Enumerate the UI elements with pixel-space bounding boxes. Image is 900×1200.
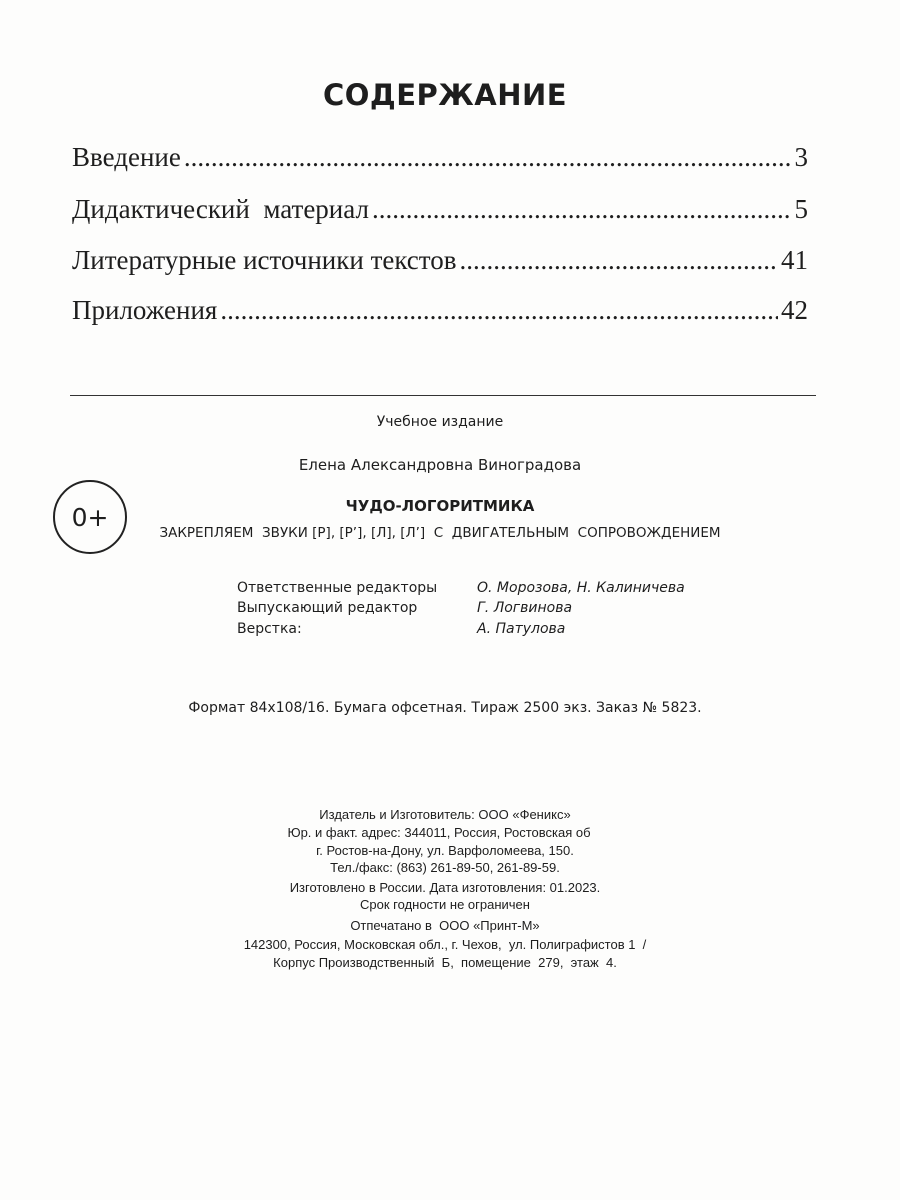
book-title: ЧУДО-ЛОГОРИТМИКА [345, 497, 535, 515]
publisher-line: Изготовлено в России. Дата изготовления: 01.2023. [289, 880, 601, 895]
credit-names: О. Морозова, Н. Калиничева [477, 580, 685, 596]
toc-label: Дидактический материал [72, 194, 369, 224]
toc-page: 42 [781, 295, 808, 325]
dot-leader [459, 245, 778, 276]
toc-label: Введение [72, 142, 181, 172]
toc-item [72, 295, 808, 326]
credit-role: Ответственные редакторы [237, 580, 438, 596]
toc-label: Приложения [72, 295, 218, 325]
publisher-line: Издатель и Изготовитель: ООО «Феникс» [319, 807, 571, 822]
edition-type: Учебное издание [376, 414, 504, 430]
divider [70, 395, 816, 396]
author: Елена Александровна Виноградова [298, 456, 582, 474]
age-rating-badge: 0+ [53, 480, 127, 554]
credit-role: Выпускающий редактор [237, 600, 418, 616]
toc-label: Литературные источники текстов [72, 245, 457, 275]
book-subtitle: ЗАКРЕПЛЯЕМ ЗВУКИ [Р], [Р’], [Л], [Л’] С ДВИГАТЕЛЬНЫМ СОПРОВОЖДЕНИЕМ [159, 525, 721, 541]
publisher-line: Корпус Производственный Б, помещение 279, этаж 4. [273, 955, 617, 970]
toc-item [72, 142, 808, 173]
toc-title: СОДЕРЖАНИЕ [322, 78, 568, 112]
publisher-line: г. Ростов-на-Дону, ул. Варфоломеева, 150. [316, 843, 574, 858]
credit-role: Верстка: [237, 621, 302, 637]
toc-item [72, 194, 808, 225]
publisher-line: Отпечатано в ООО «Принт-М» [350, 918, 540, 933]
credit-names: А. Патулова [477, 621, 566, 637]
dot-leader [372, 194, 792, 225]
dot-leader [220, 295, 778, 326]
credit-names: Г. Логвинова [477, 600, 573, 616]
dot-leader [184, 142, 792, 173]
toc-page: 5 [794, 194, 808, 224]
toc-page: 41 [781, 245, 808, 275]
publisher-line: Тел./факс: (863) 261-89-50, 261-89-59. [330, 860, 560, 875]
format-info: Формат 84х108/16. Бумага офсетная. Тираж 2500 экз. Заказ № 5823. [188, 700, 702, 716]
toc-item [72, 245, 808, 276]
toc-page: 3 [794, 142, 808, 172]
publisher-line: 142300, Россия, Московская обл., г. Чехов, ул. Полиграфистов 1 / [243, 937, 647, 952]
publisher-line: Юр. и факт. адрес: 344011, Россия, Ростовская об [287, 825, 591, 840]
publisher-line: Срок годности не ограничен [360, 897, 530, 912]
